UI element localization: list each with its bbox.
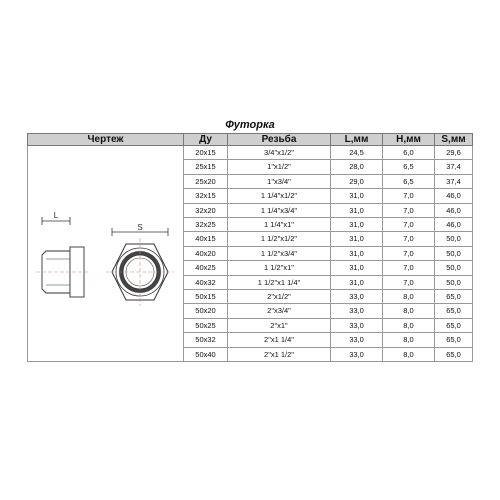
cell-du: 32x25 bbox=[184, 218, 228, 232]
cell-s: 37,4 bbox=[435, 160, 473, 174]
cell-du: 32x15 bbox=[184, 189, 228, 203]
cell-thread: 3/4"x1/2" bbox=[228, 146, 331, 160]
cell-thread: 1"x1/2" bbox=[228, 160, 331, 174]
cell-h: 7,0 bbox=[383, 275, 435, 289]
cell-l: 31,0 bbox=[331, 275, 383, 289]
header-row bbox=[28, 134, 473, 146]
cell-h: 6,0 bbox=[383, 146, 435, 160]
cell-l: 33,0 bbox=[331, 347, 383, 361]
cell-s: 65,0 bbox=[435, 333, 473, 347]
dim-s-label: S bbox=[137, 222, 143, 232]
cell-l: 33,0 bbox=[331, 333, 383, 347]
cell-l: 28,0 bbox=[331, 160, 383, 174]
cell-du: 25x20 bbox=[184, 174, 228, 188]
header-du: Ду bbox=[184, 134, 228, 146]
cell-thread: 2"x1/2" bbox=[228, 290, 331, 304]
cell-s: 65,0 bbox=[435, 318, 473, 332]
cell-h: 8,0 bbox=[383, 333, 435, 347]
cell-thread: 2"x1 1/2" bbox=[228, 347, 331, 361]
cell-du: 32x20 bbox=[184, 203, 228, 217]
cell-du: 50x15 bbox=[184, 290, 228, 304]
cell-s: 46,0 bbox=[435, 203, 473, 217]
cell-s: 65,0 bbox=[435, 347, 473, 361]
cell-l: 33,0 bbox=[331, 318, 383, 332]
cell-du: 50x32 bbox=[184, 333, 228, 347]
cell-thread: 1 1/2"x3/4" bbox=[228, 246, 331, 260]
cell-l: 31,0 bbox=[331, 261, 383, 275]
cell-thread: 1 1/2"x1" bbox=[228, 261, 331, 275]
cell-l: 31,0 bbox=[331, 203, 383, 217]
cell-h: 7,0 bbox=[383, 203, 435, 217]
cell-thread: 1"x3/4" bbox=[228, 174, 331, 188]
cell-h: 7,0 bbox=[383, 218, 435, 232]
cell-h: 7,0 bbox=[383, 189, 435, 203]
dim-l-label: L bbox=[53, 210, 59, 220]
cell-h: 8,0 bbox=[383, 318, 435, 332]
cell-du: 40x25 bbox=[184, 261, 228, 275]
cell-l: 33,0 bbox=[331, 290, 383, 304]
cell-s: 29,6 bbox=[435, 146, 473, 160]
cell-du: 40x15 bbox=[184, 232, 228, 246]
cell-du: 40x20 bbox=[184, 246, 228, 260]
cell-s: 50,0 bbox=[435, 246, 473, 260]
cell-thread: 1 1/2"x1 1/4" bbox=[228, 275, 331, 289]
cell-h: 7,0 bbox=[383, 246, 435, 260]
cell-thread: 1 1/4"x1/2" bbox=[228, 189, 331, 203]
cell-du: 20x15 bbox=[184, 146, 228, 160]
cell-thread: 2"x1 1/4" bbox=[228, 333, 331, 347]
cell-s: 50,0 bbox=[435, 261, 473, 275]
cell-thread: 2"x3/4" bbox=[228, 304, 331, 318]
cell-s: 65,0 bbox=[435, 304, 473, 318]
header-h: H,мм bbox=[383, 134, 435, 146]
cell-l: 24,5 bbox=[331, 146, 383, 160]
cell-du: 50x40 bbox=[184, 347, 228, 361]
cell-du: 50x25 bbox=[184, 318, 228, 332]
drawing-cell bbox=[28, 146, 184, 362]
header-l: L,мм bbox=[331, 134, 383, 146]
cell-thread: 1 1/4"x3/4" bbox=[228, 203, 331, 217]
cell-thread: 2"x1" bbox=[228, 318, 331, 332]
cell-s: 50,0 bbox=[435, 232, 473, 246]
cell-thread: 1 1/2"x1/2" bbox=[228, 232, 331, 246]
cell-thread: 1 1/4"x1" bbox=[228, 218, 331, 232]
cell-l: 31,0 bbox=[331, 218, 383, 232]
cell-l: 31,0 bbox=[331, 189, 383, 203]
header-drawing: Чертеж bbox=[28, 134, 184, 146]
cell-l: 31,0 bbox=[331, 232, 383, 246]
cell-l: 33,0 bbox=[331, 304, 383, 318]
cell-du: 40x32 bbox=[184, 275, 228, 289]
cell-l: 29,0 bbox=[331, 174, 383, 188]
cell-s: 46,0 bbox=[435, 218, 473, 232]
cell-h: 6,5 bbox=[383, 174, 435, 188]
cell-du: 50x20 bbox=[184, 304, 228, 318]
cell-du: 25x15 bbox=[184, 160, 228, 174]
cell-h: 7,0 bbox=[383, 261, 435, 275]
table-row bbox=[28, 146, 473, 160]
table-title: Футорка bbox=[225, 119, 275, 131]
cell-s: 50,0 bbox=[435, 275, 473, 289]
cell-s: 37,4 bbox=[435, 174, 473, 188]
header-thread: Резьба bbox=[228, 134, 331, 146]
cell-h: 8,0 bbox=[383, 347, 435, 361]
cell-h: 8,0 bbox=[383, 290, 435, 304]
cell-l: 31,0 bbox=[331, 246, 383, 260]
bushing-drawing bbox=[28, 155, 182, 353]
cell-s: 46,0 bbox=[435, 189, 473, 203]
cell-s: 65,0 bbox=[435, 290, 473, 304]
cell-h: 6,5 bbox=[383, 160, 435, 174]
header-s: S,мм bbox=[435, 134, 473, 146]
cell-h: 8,0 bbox=[383, 304, 435, 318]
spec-table bbox=[27, 133, 473, 362]
cell-h: 7,0 bbox=[383, 232, 435, 246]
